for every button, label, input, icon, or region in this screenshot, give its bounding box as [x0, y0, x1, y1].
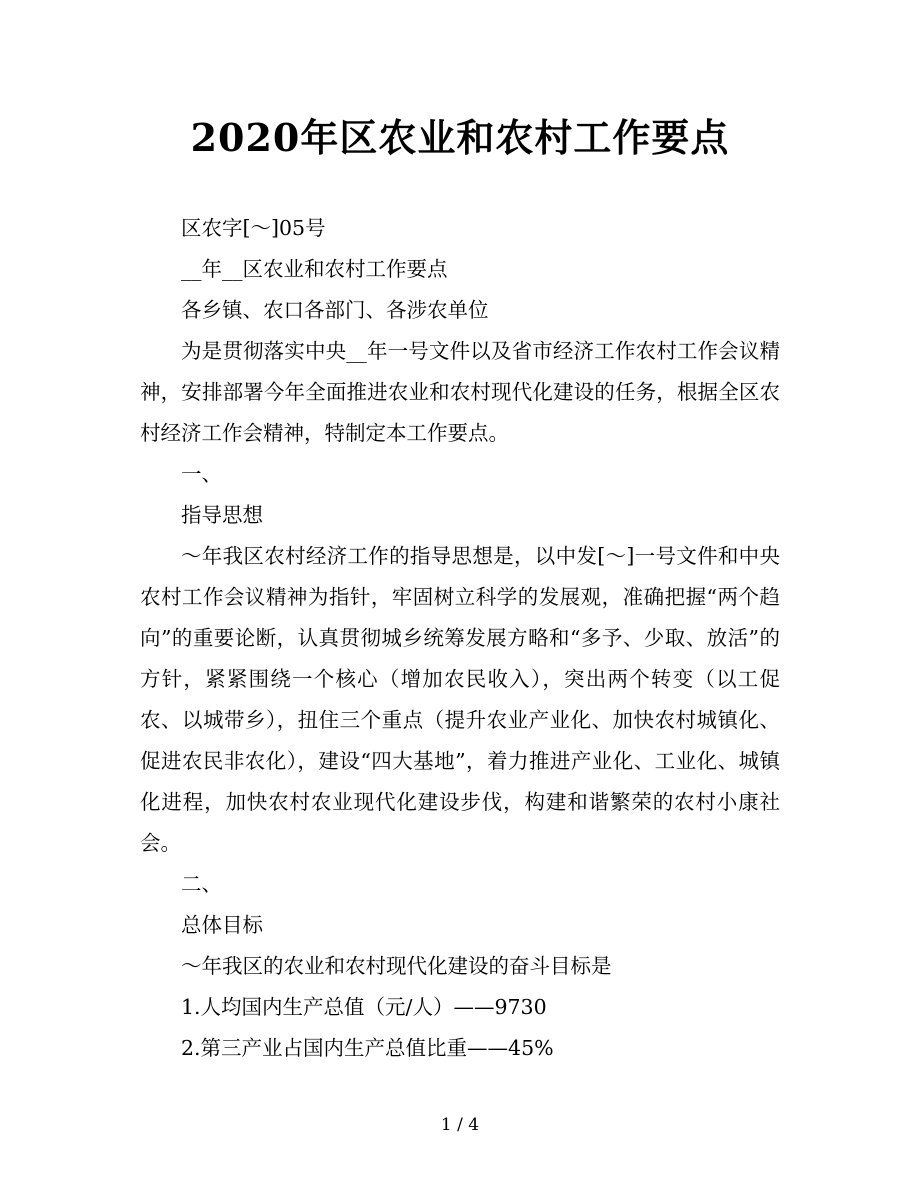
document-title: 2020年区农业和农村工作要点 [190, 115, 730, 160]
goal-item-2: 2.第三产业占国内生产总值比重——45% [181, 1036, 554, 1060]
section-heading-overall-goals: 总体目标 [181, 913, 263, 937]
section-number-2: 二、 [181, 872, 222, 896]
goal-item-1: 1.人均国内生产总值（元/人）——9730 [181, 995, 547, 1019]
document-number: 区农字[～]05号 [181, 216, 326, 240]
document-body [140, 208, 780, 1069]
intro-paragraph: 为是贯彻落实中央__年一号文件以及省市经济工作农村工作会议精神，安排部署今年全面推进农业和农村现代化建设的任务，根据全区农村经济工作会精神，特制定本工作要点。 [140, 339, 780, 445]
overall-goals-intro: ～年我区的农业和农村现代化建设的奋斗目标是 [181, 954, 612, 978]
document-subtitle: __年__区农业和农村工作要点 [181, 257, 448, 281]
recipients-line: 各乡镇、农口各部门、各涉农单位 [181, 298, 489, 322]
section-number-1: 一、 [181, 462, 222, 486]
page-number: 1 / 4 [440, 1115, 480, 1135]
section-heading-guiding-ideology: 指导思想 [181, 503, 263, 527]
guiding-ideology-paragraph: ～年我区农村经济工作的指导思想是，以中发[～]一号文件和中央农村工作会议精神为指针，牢固树立科学的发展观，准确把握“两个趋向”的重要论断，认真贯彻城乡统筹发展方略和“多予、少取、放活”的方针，紧紧围绕一个核心（增加农民收入），突出两个转变（以工促农、以城带乡），扭住三个重点（提升农业产业化、加快农村城镇化、促进农民非农化），建设“四大基地”，着力推进产业化、工业化、城镇化进程，加快农村农业现代化建设步伐，构建和谐繁荣的农村小康社会。 [140, 544, 780, 855]
